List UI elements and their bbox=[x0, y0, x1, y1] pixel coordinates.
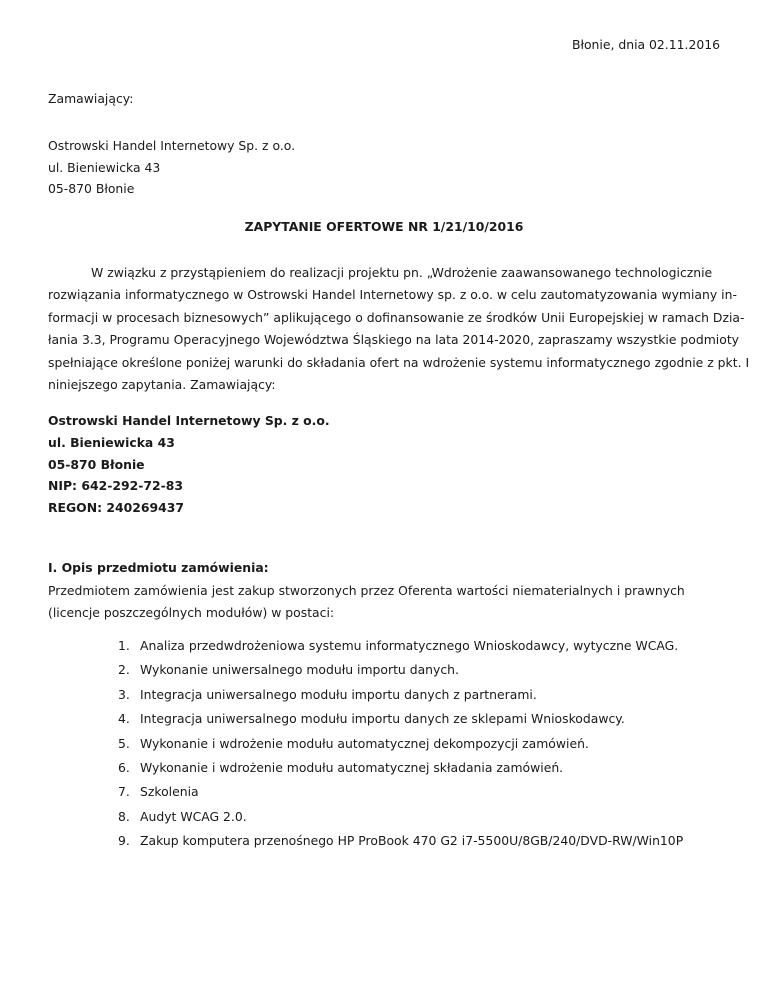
orderer-label: Zamawiający: bbox=[48, 91, 134, 106]
intro-paragraph bbox=[48, 262, 750, 396]
list-item bbox=[118, 634, 683, 658]
intro-line: W związku z przystąpieniem do realizacji projektu pn. „Wdrożenie zaawansowanego technologicznie bbox=[91, 265, 713, 280]
orderer-address-line: ul. Bieniewicka 43 bbox=[48, 159, 161, 175]
orderer-regon: REGON: 240269437 bbox=[48, 500, 184, 516]
intro-line: łania 3.3, Programu Operacyjnego Województwa Śląskiego na lata 2014-2020, zapraszamy wszystkie podmioty bbox=[48, 332, 740, 348]
list-item-text: Analiza przedwdrożeniowa systemu informatycznego Wnioskodawcy, wytyczne WCAG. bbox=[140, 638, 679, 653]
section-description bbox=[48, 580, 720, 624]
list-item bbox=[118, 805, 683, 829]
order-items-list bbox=[118, 634, 683, 854]
list-item-number: 4. bbox=[118, 711, 130, 727]
list-item-number: 6. bbox=[118, 759, 130, 775]
section-description-line: (licencje poszczególnych modułów) w postaci: bbox=[48, 605, 335, 620]
orderer-address-line: 05-870 Błonie bbox=[48, 181, 135, 196]
document-title: ZAPYTANIE OFERTOWE NR 1/21/10/2016 bbox=[244, 219, 524, 234]
list-item bbox=[118, 707, 683, 731]
list-item-number: 2. bbox=[118, 662, 130, 678]
list-item-text: Wykonanie uniwersalnego modułu importu danych. bbox=[140, 662, 459, 678]
list-item-number: 1. bbox=[118, 638, 130, 653]
intro-line: niniejszego zapytania. Zamawiający: bbox=[48, 377, 276, 393]
list-item-text: Audyt WCAG 2.0. bbox=[140, 808, 247, 824]
orderer-address-line: Ostrowski Handel Internetowy Sp. z o.o. bbox=[48, 138, 296, 153]
section-description-line: Przedmiotem zamówienia jest zakup stworzonych przez Oferenta wartości niematerialnych i prawnych bbox=[48, 583, 685, 598]
section-heading: I. Opis przedmiotu zamówienia: bbox=[48, 560, 269, 575]
list-item-text: Szkolenia bbox=[140, 784, 199, 800]
intro-line: formacji w procesach biznesowych” aplikującego o dofinansowanie ze środków Unii Europejskiej w ramach Dzia- bbox=[48, 309, 745, 325]
list-item-number: 7. bbox=[118, 784, 130, 800]
list-item-text: Zakup komputera przenośnego HP ProBook 470 G2 i7-5500U/8GB/240/DVD-RW/Win10P bbox=[140, 833, 684, 849]
list-item-text: Integracja uniwersalnego modułu importu danych ze sklepami Wnioskodawcy. bbox=[140, 711, 625, 727]
list-item-text: Wykonanie i wdrożenie modułu automatycznej dekompozycji zamówień. bbox=[140, 735, 589, 751]
list-item bbox=[118, 780, 683, 804]
orderer-nip: NIP: 642-292-72-83 bbox=[48, 478, 183, 494]
orderer-company-name: Ostrowski Handel Internetowy Sp. z o.o. bbox=[48, 413, 330, 428]
intro-line: rozwiązania informatycznego w Ostrowski Handel Internetowy sp. z o.o. w celu zautomatyzowania wymiany in- bbox=[48, 287, 737, 303]
orderer-details bbox=[48, 410, 720, 519]
list-item-number: 3. bbox=[118, 686, 130, 702]
list-item bbox=[118, 829, 683, 853]
list-item-number: 8. bbox=[118, 808, 130, 824]
list-item-text: Wykonanie i wdrożenie modułu automatycznej składania zamówień. bbox=[140, 759, 564, 775]
intro-line: spełniające określone poniżej warunki do składania ofert na wdrożenie systemu informatycznego zgodnie z pkt. I bbox=[48, 354, 750, 370]
list-item-text: Integracja uniwersalnego modułu importu danych z partnerami. bbox=[140, 686, 537, 702]
list-item bbox=[118, 732, 683, 756]
orderer-city: 05-870 Błonie bbox=[48, 456, 145, 472]
list-item bbox=[118, 658, 683, 682]
list-item-number: 5. bbox=[118, 735, 130, 751]
list-item-number: 9. bbox=[118, 833, 130, 849]
list-item bbox=[118, 756, 683, 780]
list-item bbox=[118, 683, 683, 707]
orderer-street: ul. Bieniewicka 43 bbox=[48, 434, 175, 450]
document-date: Błonie, dnia 02.11.2016 bbox=[571, 37, 720, 52]
orderer-address bbox=[48, 135, 720, 200]
